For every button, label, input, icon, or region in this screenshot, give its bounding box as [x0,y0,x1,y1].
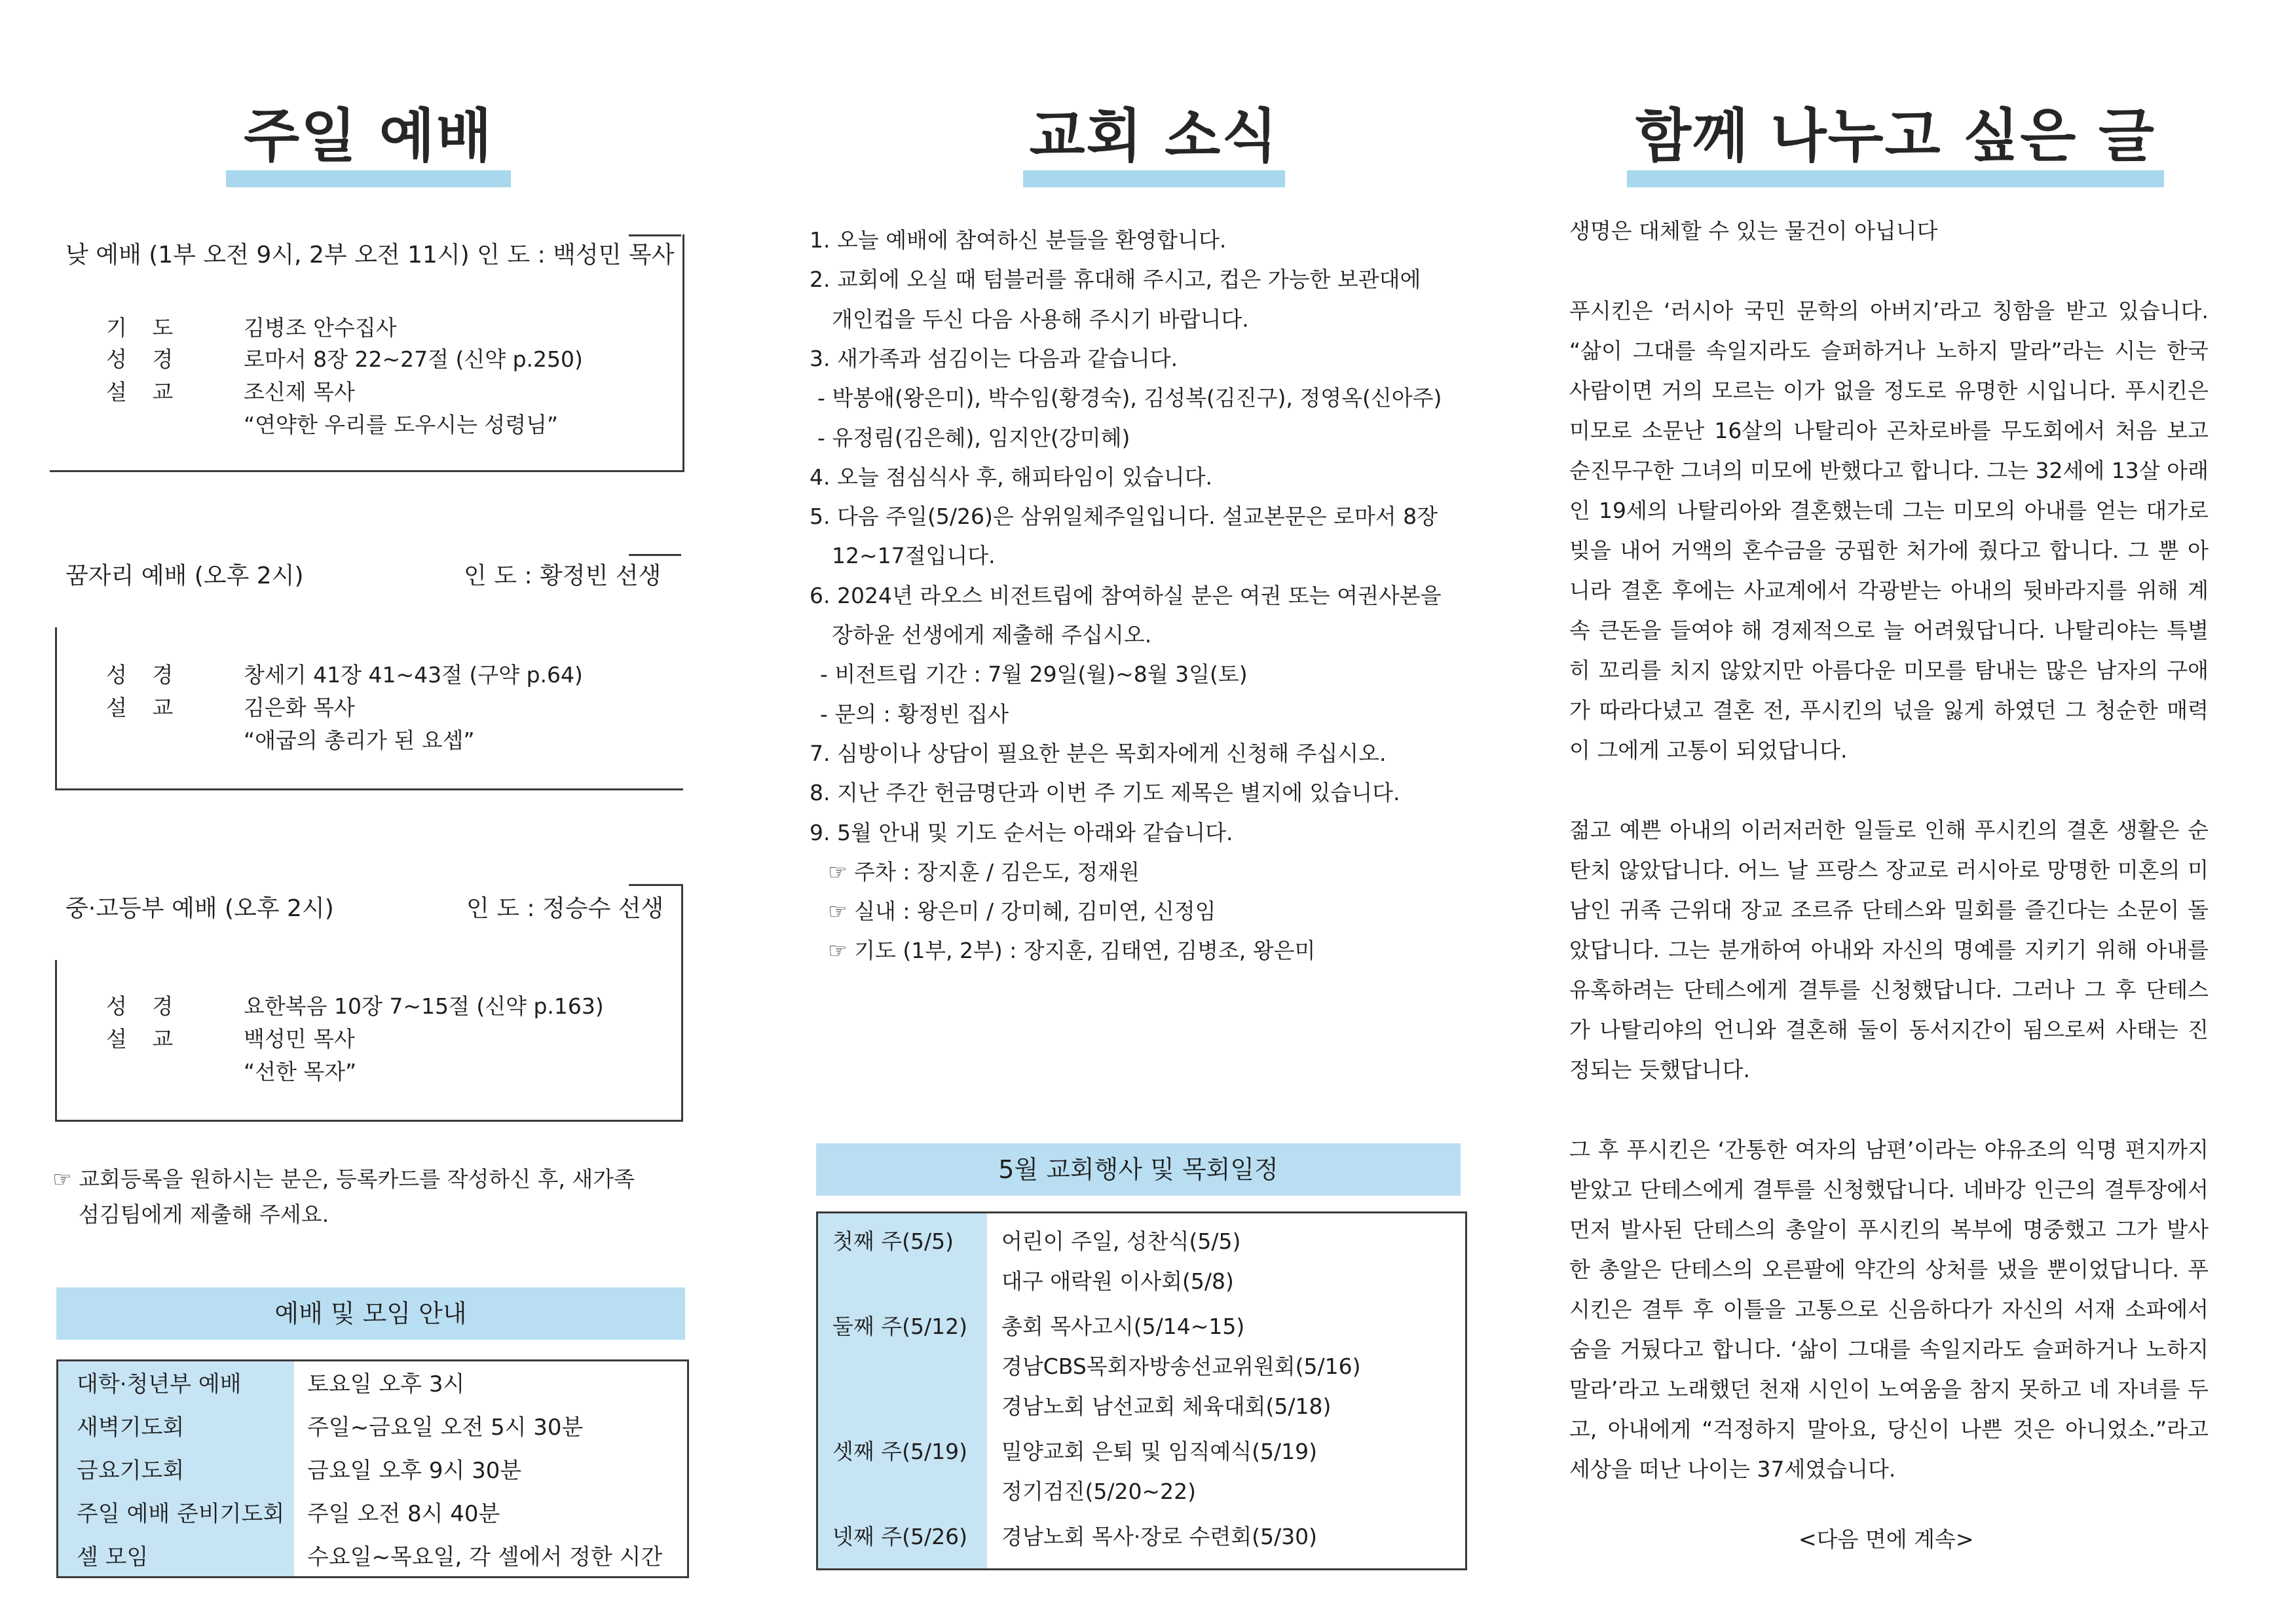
registration-note: 섬김팀에게 제출해 주세요. [79,1202,329,1227]
day-service-row-label: 기 도 [106,315,183,341]
day-service-header: 낮 예배 (1부 오전 9시, 2부 오전 11시) 인 도 : 백성민 목사 [65,242,675,268]
day-service-row-value: 로마서 8장 22~27절 (신약 p.250) [244,346,583,372]
meeting-name: 대학·청년부 예배 [77,1371,242,1397]
meeting-name: 주일 예배 준비기도회 [77,1501,285,1527]
schedule-title: 5월 교회행사 및 목회일정 [816,1143,1461,1196]
news-item: 6. 2024년 라오스 비전트립에 참여하실 분은 여권 또는 여권사본을 [810,582,1442,608]
meeting-name: 새벽기도회 [77,1414,185,1441]
meeting-time: 주일~금요일 오전 5시 30분 [307,1414,584,1441]
news-item: 5. 다음 주일(5/26)은 삼위일체주일입니다. 설교본문은 로마서 8장 [810,504,1438,530]
middle-column-title: 교회 소식 [1023,90,1285,173]
dream-service-row-label: 성 경 [106,662,183,688]
news-item: ☞ 실내 : 왕은미 / 강미혜, 김미연, 신정임 [828,898,1216,925]
dream-service-leader: 인 도 : 황정빈 선생 [464,563,662,589]
dream-service-row-value: 창세기 41장 41~43절 (구약 p.64) [244,662,583,688]
youth-service-row-value: 백성민 목사 [244,1026,355,1052]
schedule-event: 경남노회 남선교회 체육대회(5/18) [1001,1393,1332,1419]
news-item: ☞ 기도 (1부, 2부) : 장지훈, 김태연, 김병조, 왕은미 [828,938,1316,964]
news-item: - 유정림(김은혜), 임지안(강미혜) [817,424,1130,451]
schedule-event: 어린이 주일, 성찬식(5/5) [1001,1228,1241,1254]
meetings-title: 예배 및 모임 안내 [56,1287,685,1340]
schedule-week: 둘째 주(5/12) [832,1314,967,1339]
day-service-row-label: 설 교 [106,379,183,405]
meeting-time: 토요일 오후 3시 [307,1371,465,1397]
day-service-row-value: 김병조 안수집사 [244,315,397,341]
schedule-week: 넷째 주(5/26) [832,1524,967,1549]
dream-service-sermon-title: “애굽의 총리가 된 요셉” [244,728,475,753]
youth-service-row-label: 성 경 [106,993,183,1019]
meetings-table [56,1359,689,1578]
schedule-week: 첫째 주(5/5) [832,1228,954,1254]
youth-service-sermon-title: “선한 목자” [244,1059,357,1084]
youth-service-row-value: 요한복음 10장 7~15절 (신약 p.163) [244,993,604,1019]
schedule-table [816,1211,1467,1570]
news-item: 12~17절입니다. [832,543,996,569]
day-service-row-value: 조신제 목사 [244,379,355,405]
meeting-time: 금요일 오후 9시 30분 [307,1458,522,1484]
dream-service-row-label: 설 교 [106,695,183,720]
schedule-event: 정기검진(5/20~22) [1001,1479,1197,1504]
news-item: ☞ 주차 : 장지훈 / 김은도, 정재원 [828,858,1140,885]
schedule-week: 셋째 주(5/19) [832,1439,967,1464]
essay-subtitle: 생명은 대체할 수 있는 물건이 아닙니다 [1569,218,1938,244]
right-column-title: 함께 나누고 싶은 글 [1627,90,2164,173]
schedule-event: 총회 목사고시(5/14~15) [1001,1314,1245,1339]
youth-service-header: 중·고등부 예배 (오후 2시) [65,895,334,922]
news-item: - 비전트립 기간 : 7월 29일(월)~8월 3일(토) [820,661,1248,688]
youth-service-leader: 인 도 : 정승수 선생 [466,895,664,922]
left-column-title: 주일 예배 [226,90,511,173]
meeting-name: 금요기도회 [77,1458,185,1484]
news-item: 개인컵을 두신 다음 사용해 주시기 바랍니다. [832,306,1249,332]
dream-service-header: 꿈자리 예배 (오후 2시) [65,563,304,589]
news-item: - 문의 : 황정빈 집사 [820,701,1009,727]
continued-note: <다음 면에 계속> [1799,1526,1974,1552]
essay-paragraph: 그 후 푸시킨은 ‘간통한 여자의 남편’이라는 야유조의 익명 편지까지 받았고 단테스에게 결투를 신청했답니다. 네바강 인근의 결투장에서 먼저 발사된 단테스의 총알이 푸시킨의 복부에 명중했고 그가 발사한 총알은 단테스의 오른팔에 약간의 상처를 냈을 뿐이었답니다. 푸시킨은 결투 후 이틀을 고통으로 신음하다가 자신의 서재 소파에서 숨을 거뒀다고 합니다. ‘삶이 그대를 속일지라도 슬퍼하거나 노하지 말라’라고 노래했던 천재 시인이 노여움을 참지 못하고 네 자녀를 두고, 아내에게 “걱정하지 말아요, 당신이 나쁜 것은 아니었소.”라고 세상을 떠난 나이는 37세였습니다. [1569,1137,2209,1482]
youth-service-row-label: 설 교 [106,1026,183,1052]
schedule-event: 경남CBS목회자방송선교위원회(5/16) [1001,1354,1361,1379]
news-item: - 박봉애(왕은미), 박수임(황경숙), 김성복(김진구), 정영옥(신아주) [817,385,1442,411]
registration-note: ☞ 교회등록을 원하시는 분은, 등록카드를 작성하신 후, 새가족 [52,1166,635,1192]
day-service-sermon-title: “연약한 우리를 도우시는 성령님” [244,412,559,437]
meeting-time: 주일 오전 8시 40분 [307,1501,500,1527]
news-item: 4. 오늘 점심식사 후, 해피타임이 있습니다. [810,464,1212,490]
news-item: 8. 지난 주간 헌금명단과 이번 주 기도 제목은 별지에 있습니다. [810,780,1400,806]
meeting-name: 셀 모임 [77,1544,149,1570]
news-item: 7. 심방이나 상담이 필요한 분은 목회자에게 신청해 주십시오. [810,740,1387,766]
essay-body [1569,291,2209,1529]
schedule-event: 경남노회 목사·장로 수련회(5/30) [1001,1524,1317,1549]
essay-paragraph: 젊고 예쁜 아내의 이러저러한 일들로 인해 푸시킨의 결혼 생활은 순탄치 않았답니다. 어느 날 프랑스 장교로 러시아로 망명한 미혼의 미남인 귀족 근위대 장교 조르쥬 단테스와 밀회를 즐긴다는 소문이 돌았답니다. 그는 분개하여 아내와 자신의 명예를 지키기 위해 아내를 유혹하려는 단테스에게 결투를 신청했답니다. 그러나 그 후 단테스가 나탈리야의 언니와 결혼해 둘이 동서지간이 됨으로써 사태는 진정되는 듯했답니다. [1569,817,2209,1082]
dream-service-row-value: 김은화 목사 [244,695,355,720]
meeting-time: 수요일~목요일, 각 셀에서 정한 시간 [307,1544,663,1570]
news-item: 2. 교회에 오실 때 텀블러를 휴대해 주시고, 컵은 가능한 보관대에 [810,267,1421,293]
day-service-row-label: 성 경 [106,346,183,372]
news-item: 장하윤 선생에게 제출해 주십시오. [832,622,1152,648]
news-item: 9. 5월 안내 및 기도 순서는 아래와 같습니다. [810,819,1233,845]
schedule-event: 대구 애락원 이사회(5/8) [1001,1268,1234,1294]
news-item: 3. 새가족과 섬김이는 다음과 같습니다. [810,345,1178,371]
schedule-event: 밀양교회 은퇴 및 임직예식(5/19) [1001,1439,1317,1464]
essay-paragraph: 푸시킨은 ‘러시아 국민 문학의 아버지’라고 칭함을 받고 있습니다. “삶이 그대를 속일지라도 슬퍼하거나 노하지 말라”라는 시는 한국 사람이면 거의 모르는 이가 없을 정도로 유명한 시입니다. 푸시킨은 미모로 소문난 16살의 나탈리아 곤차로바를 무도회에서 처음 보고 순진무구한 그녀의 미모에 반했다고 합니다. 그는 32세에 13살 아래인 19세의 나탈리아와 결혼했는데 그는 미모의 아내를 얻는 대가로 빚을 내어 거액의 혼수금을 궁핍한 처가에 줬다고 합니다. 그 뿐 아니라 결혼 후에는 사교계에서 각광받는 아내의 뒷바라지를 위해 계속 큰돈을 들여야 해 경제적으로 늘 어려웠답니다. 나탈리야는 특별히 꼬리를 치지 않았지만 아름다운 미모를 탐내는 많은 남자의 구애가 따라다녔고 결혼 전, 푸시킨의 넋을 잃게 하였던 그 청순한 매력이 그에게 고통이 되었답니다. [1569,298,2209,763]
news-item: 1. 오늘 예배에 참여하신 분들을 환영합니다. [810,227,1227,253]
